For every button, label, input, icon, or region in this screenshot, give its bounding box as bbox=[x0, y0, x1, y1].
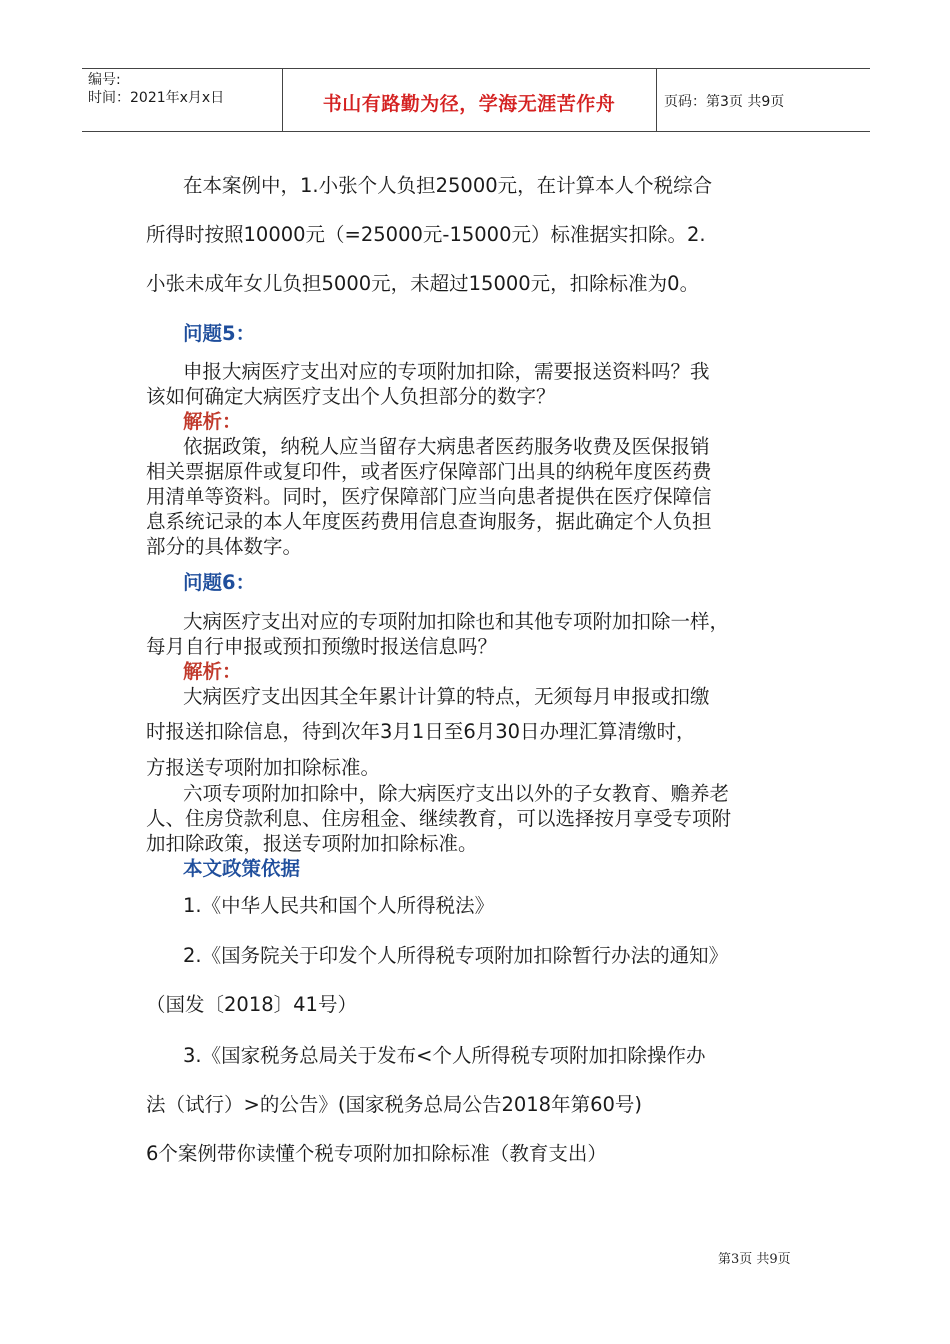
paragraph-line: 相关票据原件或复印件，或者医疗保障部门出具的纳税年度医药费 bbox=[146, 460, 712, 483]
related-article-title: 6个案例带你读懂个税专项附加扣除标准（教育支出） bbox=[146, 1142, 607, 1165]
page-header bbox=[82, 68, 870, 132]
paragraph-line: 部分的具体数字。 bbox=[146, 535, 303, 558]
policy-reference: 2.《国务院关于印发个人所得税专项附加扣除暂行办法的通知》 bbox=[183, 944, 729, 967]
policy-reference: 3.《国家税务总局关于发布<个人所得税专项附加扣除操作办 bbox=[183, 1044, 706, 1067]
question-6-heading: 问题6： bbox=[183, 571, 256, 594]
question-5-heading: 问题5： bbox=[183, 322, 256, 345]
header-page-cell bbox=[656, 69, 870, 131]
paragraph-line: 所得时按照10000元（=25000元-15000元）标准据实扣除。2. bbox=[146, 223, 706, 246]
document-number-label: 编号: bbox=[88, 72, 121, 88]
paragraph-line: 依据政策，纳税人应当留存大病患者医药服务收费及医保报销 bbox=[183, 435, 710, 458]
paragraph-line: 大病医疗支出因其全年累计计算的特点，无须每月申报或扣缴 bbox=[183, 685, 710, 708]
paragraph-line: 用清单等资料。同时，医疗保障部门应当向患者提供在医疗保障信 bbox=[146, 485, 712, 508]
policy-reference: 1.《中华人民共和国个人所得税法》 bbox=[183, 894, 495, 917]
policy-reference: （国发〔2018〕41号） bbox=[146, 993, 357, 1016]
paragraph-line: 六项专项附加扣除中，除大病医疗支出以外的子女教育、赡养老 bbox=[183, 782, 730, 805]
paragraph-line: 申报大病医疗支出对应的专项附加扣除，需要报送资料吗？我 bbox=[183, 360, 710, 383]
header-page-number: 页码：第3页 共9页 bbox=[664, 94, 785, 110]
policy-reference: 法（试行）>的公告》(国家税务总局公告2018年第60号) bbox=[146, 1093, 642, 1116]
paragraph-line: 在本案例中，1.小张个人负担25000元，在计算本人个税综合 bbox=[183, 174, 713, 197]
paragraph-line: 该如何确定大病医疗支出个人负担部分的数字？ bbox=[146, 385, 556, 408]
paragraph-line: 大病医疗支出对应的专项附加扣除也和其他专项附加扣除一样， bbox=[183, 610, 730, 633]
header-motto-cell bbox=[282, 69, 657, 131]
paragraph-line: 时报送扣除信息，待到次年3月1日至6月30日办理汇算清缴时， bbox=[146, 720, 696, 743]
paragraph-line: 方报送专项附加扣除标准。 bbox=[146, 756, 381, 779]
document-time-label: 时间：2021年x月x日 bbox=[88, 90, 225, 106]
header-motto: 书山有路勤为径，学海无涯苦作舟 bbox=[322, 93, 616, 115]
paragraph-line: 人、住房贷款利息、住房租金、继续教育，可以选择按月享受专项附 bbox=[146, 807, 732, 830]
paragraph-line: 息系统记录的本人年度医药费用信息查询服务，据此确定个人负担 bbox=[146, 510, 712, 533]
paragraph-line: 加扣除政策，报送专项附加扣除标准。 bbox=[146, 832, 478, 855]
paragraph-line: 小张未成年女儿负担5000元，未超过15000元，扣除标准为0。 bbox=[146, 272, 700, 295]
footer-page-number: 第3页 共9页 bbox=[718, 1252, 791, 1267]
analysis-6-heading: 解析： bbox=[183, 660, 242, 683]
paragraph-line: 每月自行申报或预扣预缴时报送信息吗？ bbox=[146, 635, 498, 658]
header-meta-cell bbox=[82, 69, 283, 131]
policy-basis-heading: 本文政策依据 bbox=[183, 857, 301, 880]
analysis-5-heading: 解析： bbox=[183, 410, 242, 433]
